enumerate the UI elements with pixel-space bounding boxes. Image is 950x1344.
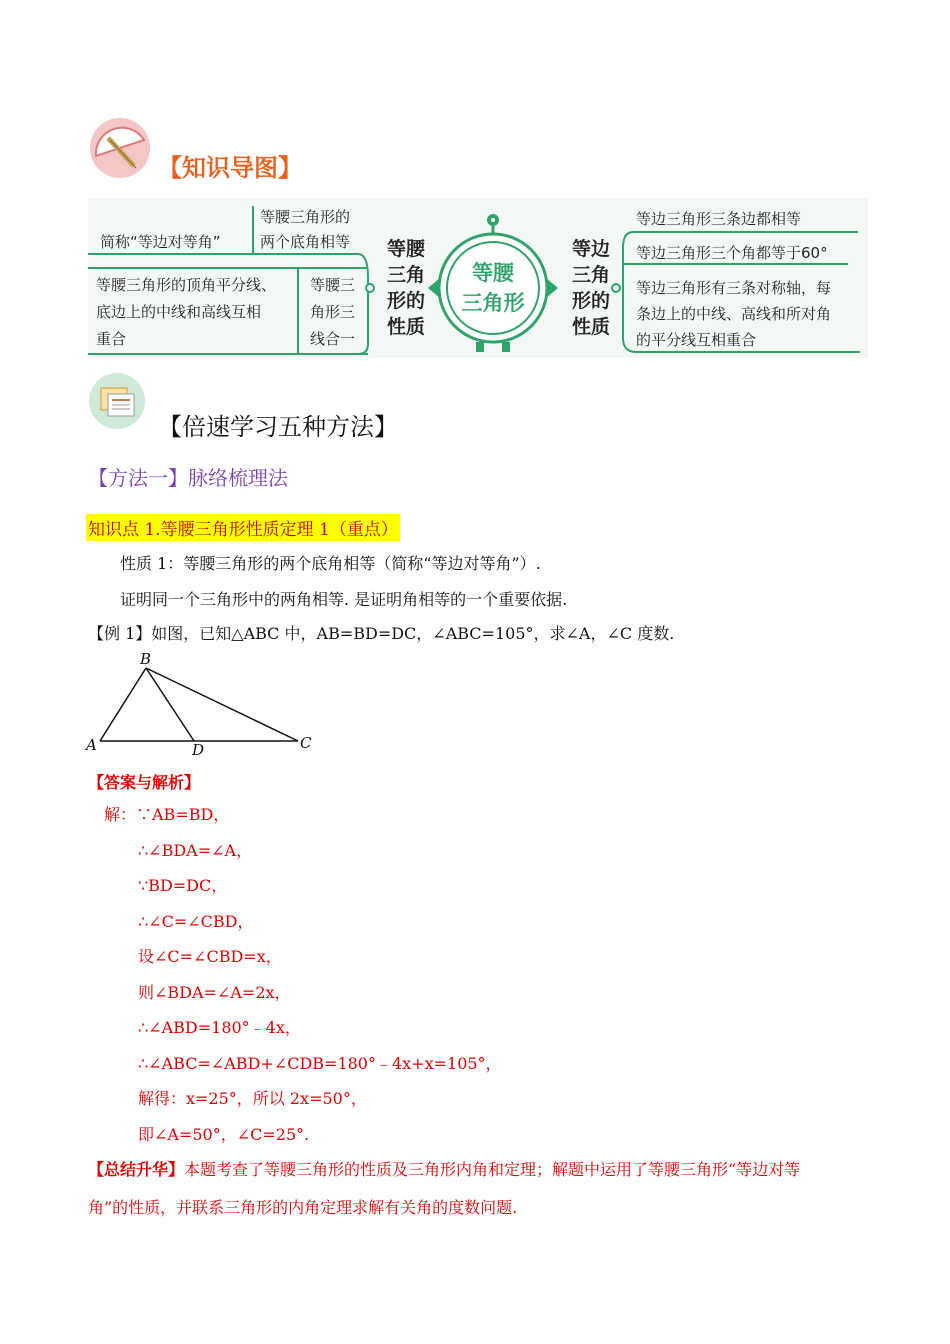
solution-line-1: 解：∵AB=BD， [104,805,230,824]
mm-right-3a: 等边三角形有三条对称轴，每 [636,279,832,297]
mm-left-bot-a2: 底边上的中线和高线互相 [96,303,262,321]
mm-left-bot-b1: 等腰三 [310,276,356,294]
solution-line-5: 设∠C=∠CBD=x， [138,947,282,966]
solution-line-2: ∴∠BDA=∠A， [138,841,253,860]
solution-line-7: ∴∠ABD=180°﹣4x， [138,1018,301,1037]
mm-left-bot-b2: 角形三 [310,303,356,321]
mm-left-node: 等腰 三角 形的 性质 [386,238,425,338]
mm-right-3b: 条边上的中线、高线和所对角 [636,305,832,323]
mm-left-top-b2: 两个底角相等 [260,233,351,251]
mm-right-1: 等边三角形三条边都相等 [636,210,802,228]
mm-left-top-a: 简称“等边对等角” [100,233,221,251]
answer-heading: 【答案与解析】 [88,773,201,792]
proof-text: 证明同一个三角形中的两角相等. 是证明角相等的一个重要依据. [120,590,568,609]
vertex-label-d: D [192,741,205,759]
solution-line-3: ∵BD=DC， [138,876,228,895]
mm-left-bot-a1: 等腰三角形的顶角平分线、 [96,276,277,294]
solution-line-10: 即∠A=50°，∠C=25°. [138,1125,310,1144]
mindmap [88,198,868,358]
mm-left-top-b1: 等腰三角形的 [260,208,351,226]
summary-text-2: 角”的性质，并联系三角形的内角定理求解有关角的度数问题. [88,1198,518,1217]
vertex-label-a: A [86,736,97,754]
mm-left-bot-b3: 线合一 [310,330,356,348]
mm-right-2: 等边三角形三个角都等于60° [636,244,828,262]
summary-label: 【总结升华】 [88,1160,185,1179]
summary-paragraph [88,1160,868,1180]
solution-line-6: 则∠BDA=∠A=2x， [138,983,291,1002]
mm-right-3c: 的平分线互相重合 [636,331,757,349]
solution-line-8: ∴∠ABC=∠ABD+∠CDB=180°﹣4x+x=105°， [138,1054,502,1073]
property-text: 性质 1：等腰三角形的两个底角相等（简称“等边对等角”）. [120,554,541,573]
methods-heading: 【倍速学习五种方法】 [158,413,398,441]
vertex-label-c: C [300,734,312,752]
example-text: 【例 1】如图，已知△ABC 中，AB=BD=DC，∠ABC=105°，求∠A，∠C 度数. [88,624,675,643]
solution-line-4: ∴∠C=∠CBD， [138,912,254,931]
solution-line-9: 解得：x=25°，所以 2x=50°， [138,1089,367,1108]
mm-center-node: 等腰 三角形 [461,261,525,315]
method-one-heading: 【方法一】脉络梳理法 [88,466,288,490]
documents-icon [88,372,146,430]
mm-left-bot-a3: 重合 [96,330,127,348]
mm-right-node: 等边 三角 形的 性质 [571,238,610,338]
segment-ab [100,668,146,741]
segment-bc [146,668,298,741]
summary-text-1: 本题考查了等腰三角形的性质及三角形内角和定理；解题中运用了等腰三角形“等边对等 [184,1160,801,1179]
triangle-figure [84,648,320,760]
mindmap-heading: 【知识导图】 [158,154,302,182]
knowledge-point-heading: 知识点 1.等腰三角形性质定理 1（重点） [86,514,400,541]
vertex-label-b: B [140,650,152,668]
protractor-icon [88,116,152,180]
